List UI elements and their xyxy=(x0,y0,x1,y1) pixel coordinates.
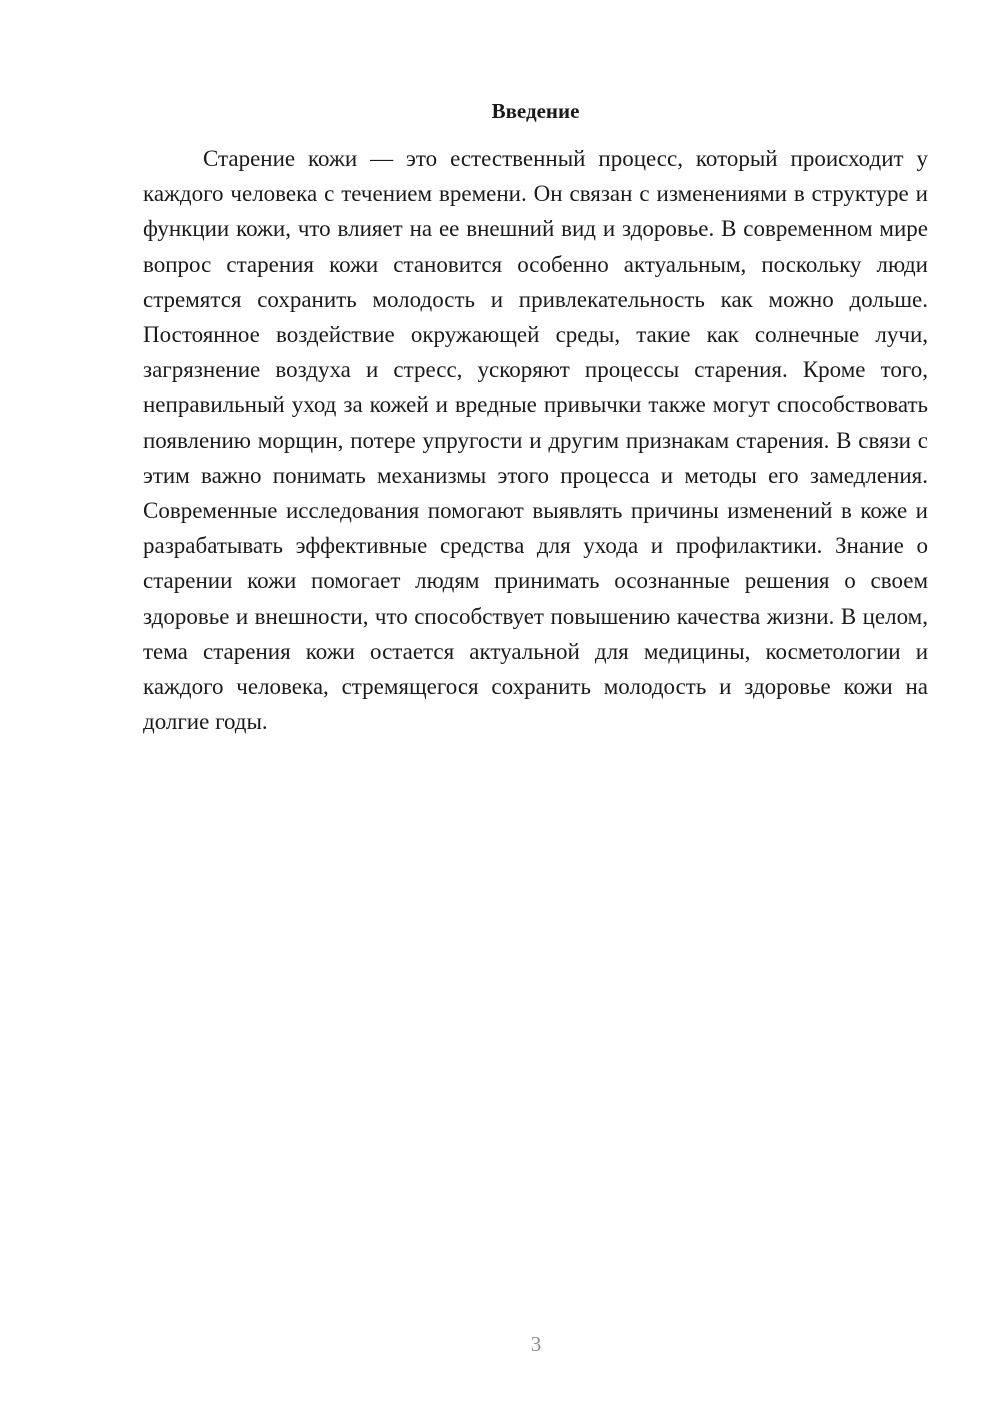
body-paragraph: Старение кожи — это естественный процесс, который происходит у каждого человека с течением времени. Он связан с изменениями в структуре и функции кожи, что влияет на ее внешний вид и здоровье. В современном мире вопрос старения кожи становится особенно актуальным, поскольку люди стремятся сохранить молодость и привлекательность как можно дольше. Постоянное воздействие окружающей среды, такие как солнечные лучи, загрязнение воздуха и стресс, ускоряют процессы старения. Кроме того, неправильный уход за кожей и вредные привычки также могут способствовать появлению морщин, потере упругости и другим признакам старения. В связи с этим важно понимать механизмы этого процесса и методы его замедления. Современные исследования помогают выявлять причины изменений в коже и разрабатывать эффективные средства для ухода и профилактики. Знание о старении кожи помогает людям принимать осознанные решения о своем здоровье и внешности, что способствует повышению качества жизни. В целом, тема старения кожи остается актуальной для медицины, косметологии и каждого человека, стремящегося сохранить молодость и здоровье кожи на долгие годы. xyxy=(143,146,928,735)
section-heading: Введение xyxy=(491,99,580,123)
page-number: 3 xyxy=(530,1332,542,1356)
